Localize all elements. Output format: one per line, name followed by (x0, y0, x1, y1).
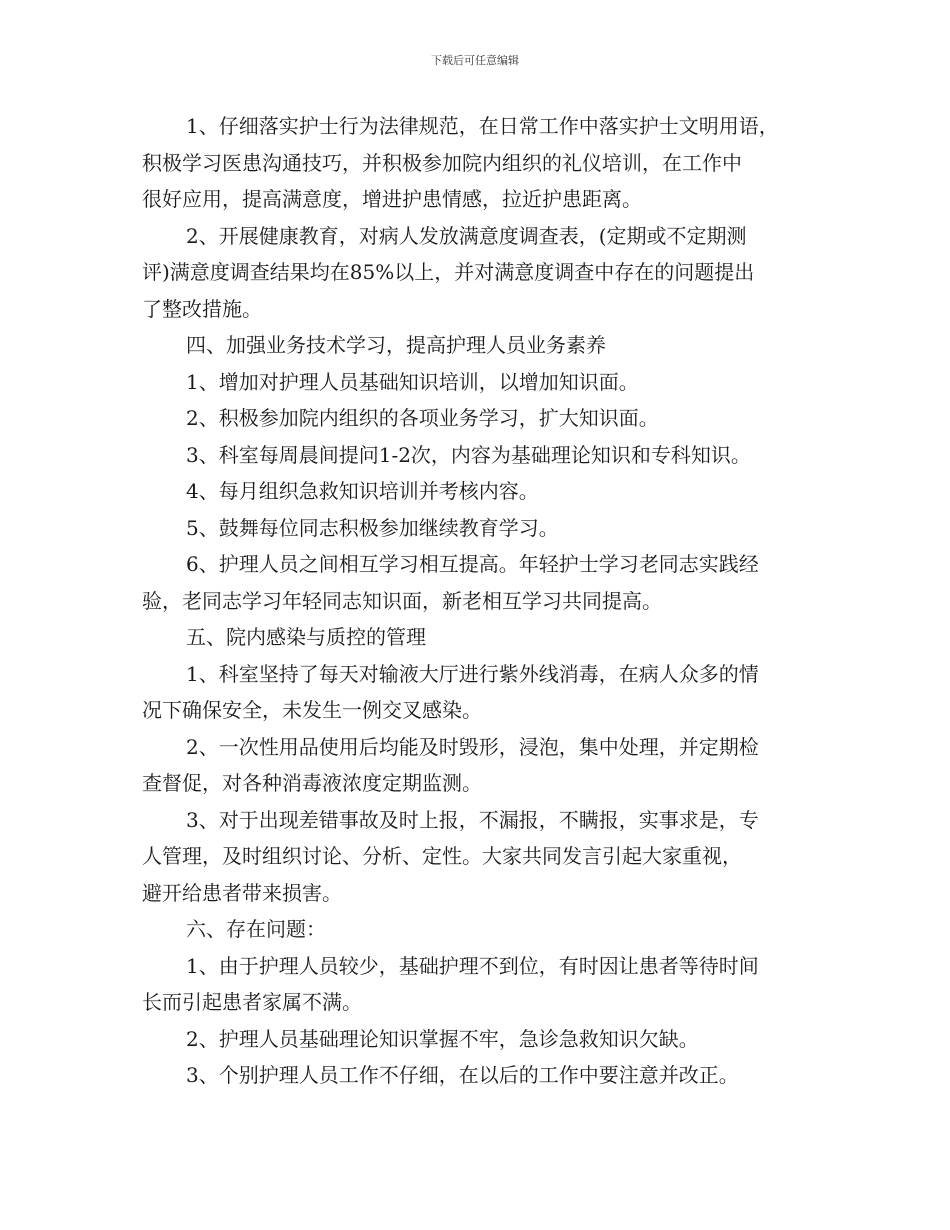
text-line: 2、一次性用品使用后均能及时毁形，浸泡，集中处理，并定期检 (186, 734, 759, 759)
text-line: 1、仔细落实护士行为法律规范，在日常工作中落实护士文明用语， (186, 114, 779, 138)
text-line: 1、由于护理人员较少，基础护理不到位，有时因让患者等待时间 (186, 953, 759, 978)
section-heading: 五、院内感染与质控的管理 (186, 625, 426, 649)
text-line: 人管理，及时组织讨论、分析、定性。大家共同发言引起大家重视， (142, 844, 742, 868)
text-line: 2、护理人员基础理论知识掌握不牢，急诊急救知识欠缺。 (186, 1026, 699, 1051)
text-line: 6、护理人员之间相互学习相互提高。年轻护士学习老同志实践经 (186, 552, 759, 576)
paragraph (142, 473, 822, 510)
text-line: 1、科室坚持了每天对输液大厅进行紫外线消毒，在病人众多的情 (186, 661, 759, 686)
text-line: 3、科室每周晨间提问1-2次，内容为基础理论知识和专科知识。 (186, 442, 751, 467)
section-heading: 六、存在问题： (186, 917, 326, 941)
section-heading: 四、加强业务技术学习，提高护理人员业务素养 (186, 333, 606, 357)
paragraph (142, 1057, 822, 1094)
paragraph (142, 437, 822, 474)
paragraph (142, 948, 822, 1021)
text-line: 3、对于出现差错事故及时上报，不漏报，不瞒报，实事求是，专 (186, 807, 759, 832)
text-line: 2、开展健康教育，对病人发放满意度调查表，(定期或不定期测 (186, 223, 747, 248)
document-body (142, 108, 822, 1094)
text-line: 查督促，对各种消毒液浓度定期监测。 (142, 771, 482, 795)
text-line: 4、每月组织急救知识培训并考核内容。 (186, 479, 539, 503)
text-line: 况下确保安全，未发生一例交叉感染。 (142, 698, 482, 722)
paragraph (142, 364, 822, 401)
text-line: 避开给患者带来损害。 (142, 880, 342, 905)
text-line: 验，老同志学习年轻同志知识面，新老相互学习共同提高。 (142, 588, 662, 613)
paragraph (142, 656, 822, 729)
paragraph (142, 1021, 822, 1058)
text-line: 3、个别护理人员工作不仔细，在以后的工作中要注意并改正。 (186, 1063, 739, 1087)
text-line: 积极学习医患沟通技巧，并积极参加院内组织的礼仪培训，在工作中 (142, 150, 742, 175)
text-line: 很好应用，提高满意度，增进护患情感，拉近护患距离。 (142, 187, 642, 211)
paragraph (142, 729, 822, 802)
paragraph (142, 510, 822, 547)
text-line: 5、鼓舞每位同志积极参加继续教育学习。 (186, 515, 559, 540)
text-line: 了整改措施。 (142, 296, 262, 321)
paragraph (142, 546, 822, 619)
page-header: 下载后可任意编辑 (431, 54, 519, 67)
text-line: 2、积极参加院内组织的各项业务学习，扩大知识面。 (186, 406, 659, 430)
text-line: 长而引起患者家属不满。 (142, 990, 362, 1014)
paragraph (142, 108, 822, 218)
text-line: 1、增加对护理人员基础知识培训，以增加知识面。 (186, 369, 639, 394)
text-line: 评)满意度调查结果均在85%以上，并对满意度调查中存在的问题提出 (142, 260, 755, 284)
paragraph (142, 218, 822, 328)
paragraph (142, 802, 822, 912)
paragraph (142, 400, 822, 437)
